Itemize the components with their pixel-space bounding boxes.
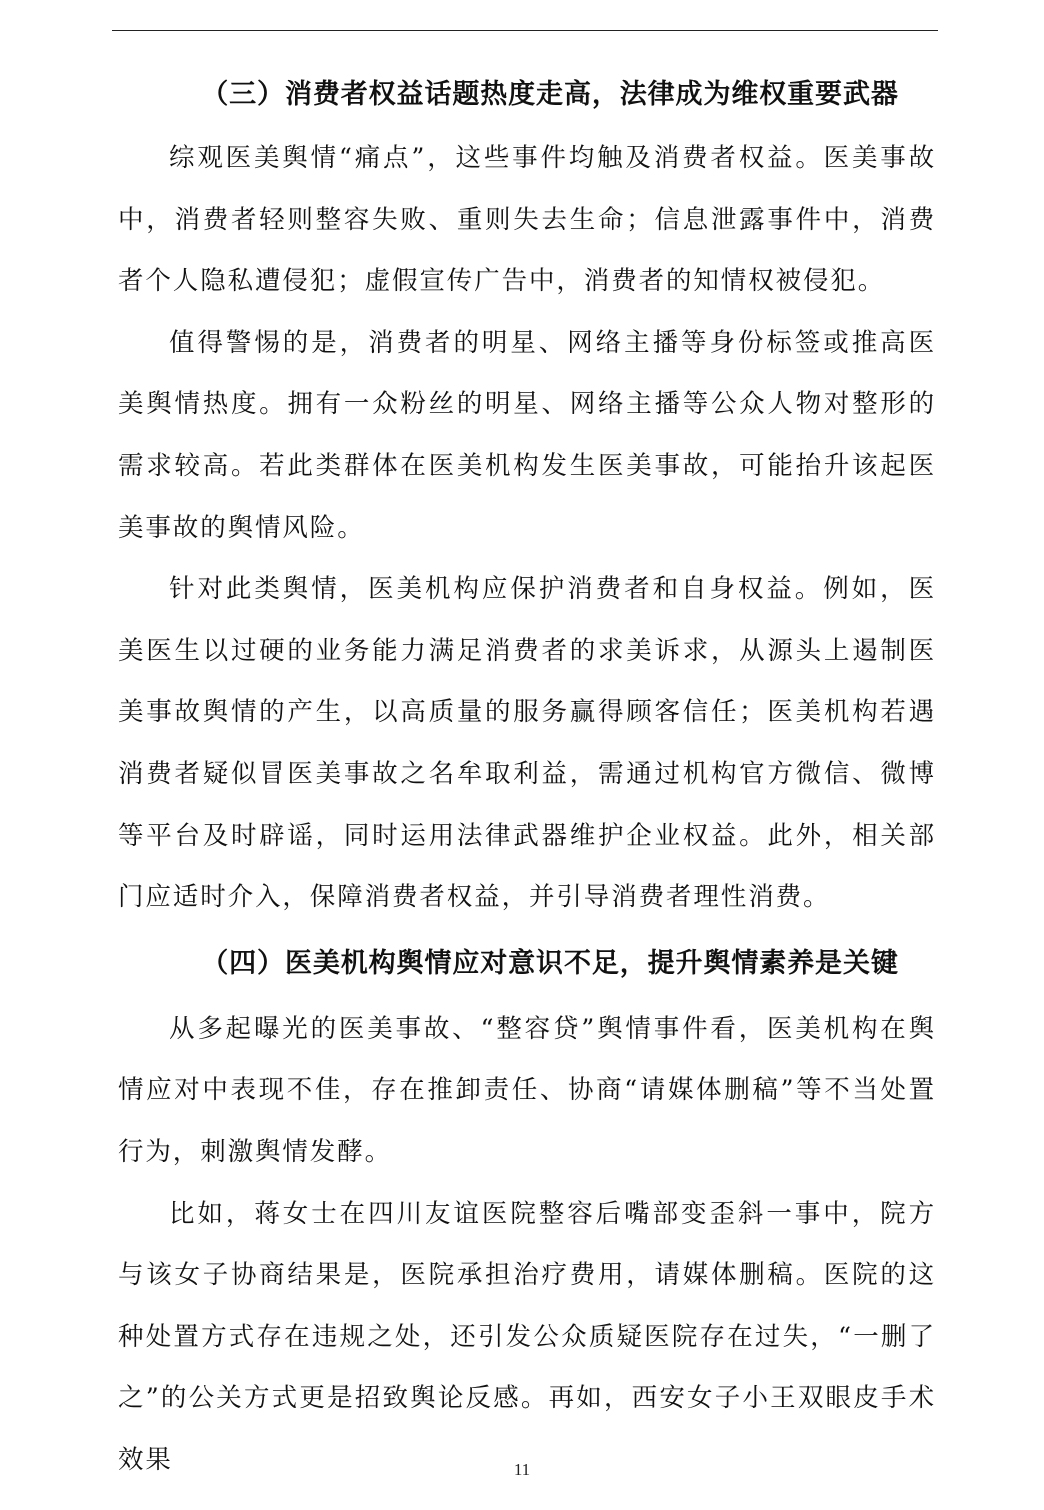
document-body bbox=[118, 68, 936, 1491]
body-paragraph: 值得警惕的是，消费者的明星、网络主播等身份标签或推高医美舆情热度。拥有一众粉丝的明星、网络主播等公众人物对整形的需求较高。若此类群体在医美机构发生医美事故，可能抬升该起医美事故的舆情风险。 bbox=[118, 327, 936, 543]
body-paragraph: 从多起曝光的医美事故、“整容贷”舆情事件看，医美机构在舆情应对中表现不佳，存在推卸责任、协商“请媒体删稿”等不当处置行为，刺激舆情发酵。 bbox=[118, 1013, 936, 1167]
body-paragraph: 比如，蒋女士在四川友谊医院整容后嘴部变歪斜一事中，院方与该女子协商结果是，医院承担治疗费用，请媒体删稿。医院的这种处置方式存在违规之处，还引发公众质疑医院存在过失，“一删了之”的公关方式更是招致舆论反感。再如，西安女子小王双眼皮手术效果 bbox=[118, 1198, 936, 1475]
page-number: 11 bbox=[513, 1460, 531, 1479]
section-heading-4: （四）医美机构舆情应对意识不足，提升舆情素养是关键 bbox=[201, 947, 899, 979]
header-rule bbox=[112, 30, 938, 31]
body-paragraph: 综观医美舆情“痛点”，这些事件均触及消费者权益。医美事故中，消费者轻则整容失败、重则失去生命；信息泄露事件中，消费者个人隐私遭侵犯；虚假宣传广告中，消费者的知情权被侵犯。 bbox=[118, 143, 936, 297]
section-heading-3: （三）消费者权益话题热度走高，法律成为维权重要武器 bbox=[201, 79, 899, 110]
body-paragraph: 针对此类舆情，医美机构应保护消费者和自身权益。例如，医美医生以过硬的业务能力满足消费者的求美诉求，从源头上遏制医美事故舆情的产生，以高质量的服务赢得顾客信任；医美机构若遇消费者疑似冒医美事故之名牟取利益，需通过机构官方微信、微博等平台及时辟谣，同时运用法律武器维护企业权益。此外，相关部门应适时介入，保障消费者权益，并引导消费者理性消费。 bbox=[118, 574, 936, 913]
